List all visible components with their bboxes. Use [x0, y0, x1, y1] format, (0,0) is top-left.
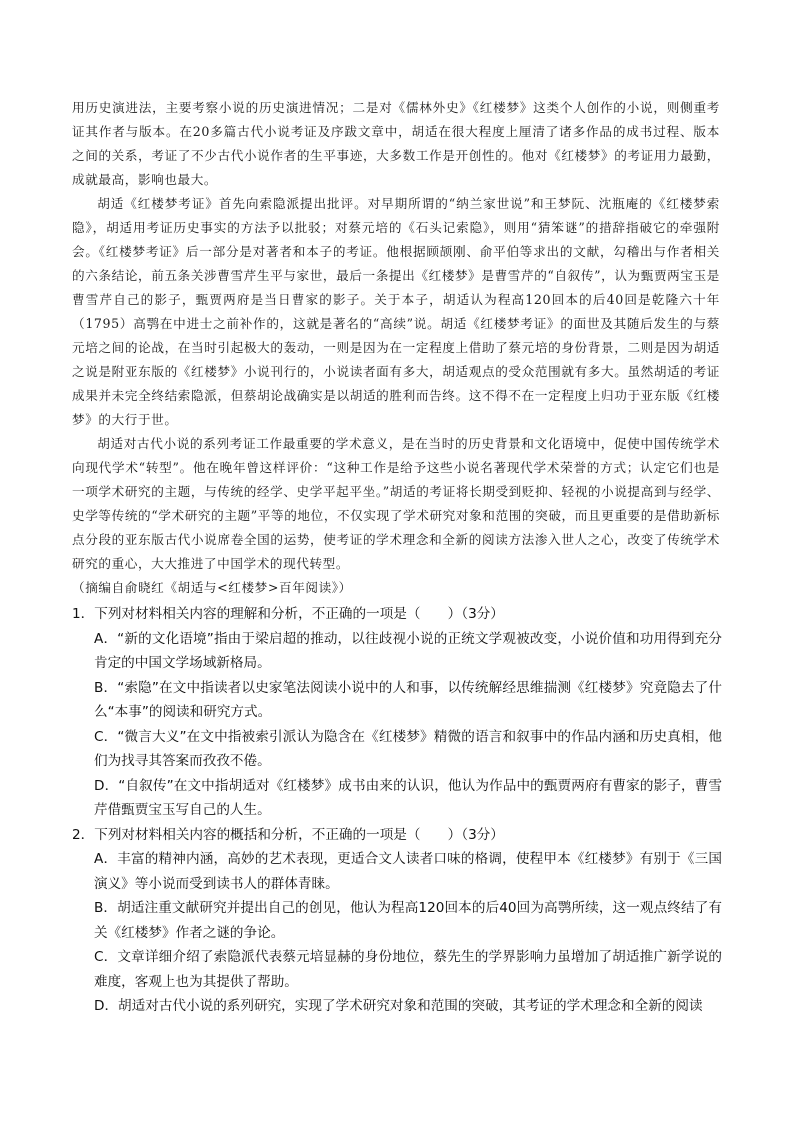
option-d: D．胡适对古代小说的系列研究，实现了学术研究对象和范围的突破，其考证的学术理念和全新的阅读 — [94, 998, 703, 1014]
option-c: C．文章详细介绍了索隐派代表蔡元培显赫的身份地位，蔡先生的学界影响力虽增加了胡适推广新学说的难度，客观上也为其提供了帮助。 — [94, 949, 722, 990]
option-a: A．“新的文化语境”指由于梁启超的推动，以往歧视小说的正统文学观被改变，小说价值和功用得到充分肯定的中国文学场域新格局。 — [94, 630, 722, 671]
reading-passage — [72, 96, 720, 600]
question-list — [72, 602, 722, 1019]
passage-source: （摘编自俞晓红《胡适与<红楼梦>百年阅读》） — [72, 580, 352, 595]
passage-paragraph: 胡适《红楼梦考证》首先向索隐派提出批评。对早期所谓的“纳兰家世说”和王梦阮、沈瓶庵的《红楼梦索隐》，胡适用考证历史事实的方法予以批驳；对蔡元培的《石头记索隐》，则用“猜笨谜”的措辞指破它的牵强附会。《红楼梦考证》后一部分是对著者和本子的考证。他根据顾颉刚、俞平伯等求出的文献，勾稽出与作者相关的六条结论，前五条关涉曹雪芹生平与家世，最后一条提出《红楼梦》是曹雪芹的“自叙传”，认为甄贾两宝玉是曹雪芹自己的影子，甄贾两府是当日曹家的影子。关于本子，胡适认为程高120回本的后40回是乾隆六十年（1795）高鹗在中进士之前补作的，这就是著名的“高续”说。胡适《红楼梦考证》的面世及其随后发生的与蔡元培之间的论战，在当时引起极大的轰动，一则是因为在一定程度上借助了蔡元培的身份背景，二则是因为胡适之说是附亚东版的《红楼梦》小说刊行的，小说读者面有多大，胡适观点的受众范围就有多大。虽然胡适的考证成果并未完全终结索隐派，但蔡胡论战确实是以胡适的胜利而告终。这不得不在一定程度上归功于亚东版《红楼梦》的大行于世。 — [72, 196, 720, 427]
question-stem: 2．下列对材料相关内容的概括和分析，不正确的一项是（ ）（3分） — [72, 826, 504, 843]
option-a: A．丰富的精神内涵，高妙的艺术表现，更适合文人读者口味的格调，使程甲本《红楼梦》有别于《三国演义》等小说而受到读书人的群体青睐。 — [94, 851, 722, 892]
option-b: B．“索隐”在文中指读者以史家笔法阅读小说中的人和事，以传统解经思维揣测《红楼梦》究竟隐去了什么“本事”的阅读和研究方式。 — [94, 679, 722, 720]
passage-paragraph: 胡适对古代小说的系列考证工作最重要的学术意义，是在当时的历史背景和文化语境中，促使中国传统学术向现代学术“转型”。他在晚年曾这样评价：“这种工作是给予这些小说名著现代学术荣誉的方式；认定它们也是一项学术研究的主题，与传统的经学、史学平起平坐。”胡适的考证将长期受到贬抑、轻视的小说提高到与经学、史学等传统的“学术研究的主题”平等的地位，不仅实现了学术研究对象和范围的突破，而且更重要的是借助新标点分段的亚东版古代小说席卷全国的运势，使考证的学术理念和全新的阅读方法渗入世人之心，改变了传统学术研究的重心，大大推进了中国学术的现代转型。 — [72, 436, 720, 571]
option-c: C．“微言大义”在文中指被索引派认为隐含在《红楼梦》精微的语言和叙事中的作品内涵和历史真相，他们为找寻其答案而孜孜不倦。 — [94, 728, 722, 769]
passage-paragraph: 用历史演进法，主要考察小说的历史演进情况；二是对《儒林外史》《红楼梦》这类个人创作的小说，则侧重考证其作者与版本。在20多篇古代小说考证及序跋文章中，胡适在很大程度上厘清了诸多作品的成书过程、版本之间的关系，考证了不少古代小说作者的生平事迹，大多数工作是开创性的。他对《红楼梦》的考证用力最勤，成就最高，影响也最大。 — [72, 100, 720, 187]
option-d: D．“自叙传”在文中指胡适对《红楼梦》成书由来的认识，他认为作品中的甄贾两府有曹家的影子，曹雪芹借甄贾宝玉写自己的人生。 — [94, 777, 722, 818]
question-2 — [72, 823, 722, 1019]
question-1 — [72, 602, 722, 823]
option-b: B．胡适注重文献研究并提出自己的创见，他认为程高120回本的后40回为高鹗所续，这一观点终结了有关《红楼梦》作者之谜的争论。 — [94, 900, 722, 941]
question-stem: 1．下列对材料相关内容的理解和分析，不正确的一项是（ ）（3分） — [72, 606, 504, 622]
